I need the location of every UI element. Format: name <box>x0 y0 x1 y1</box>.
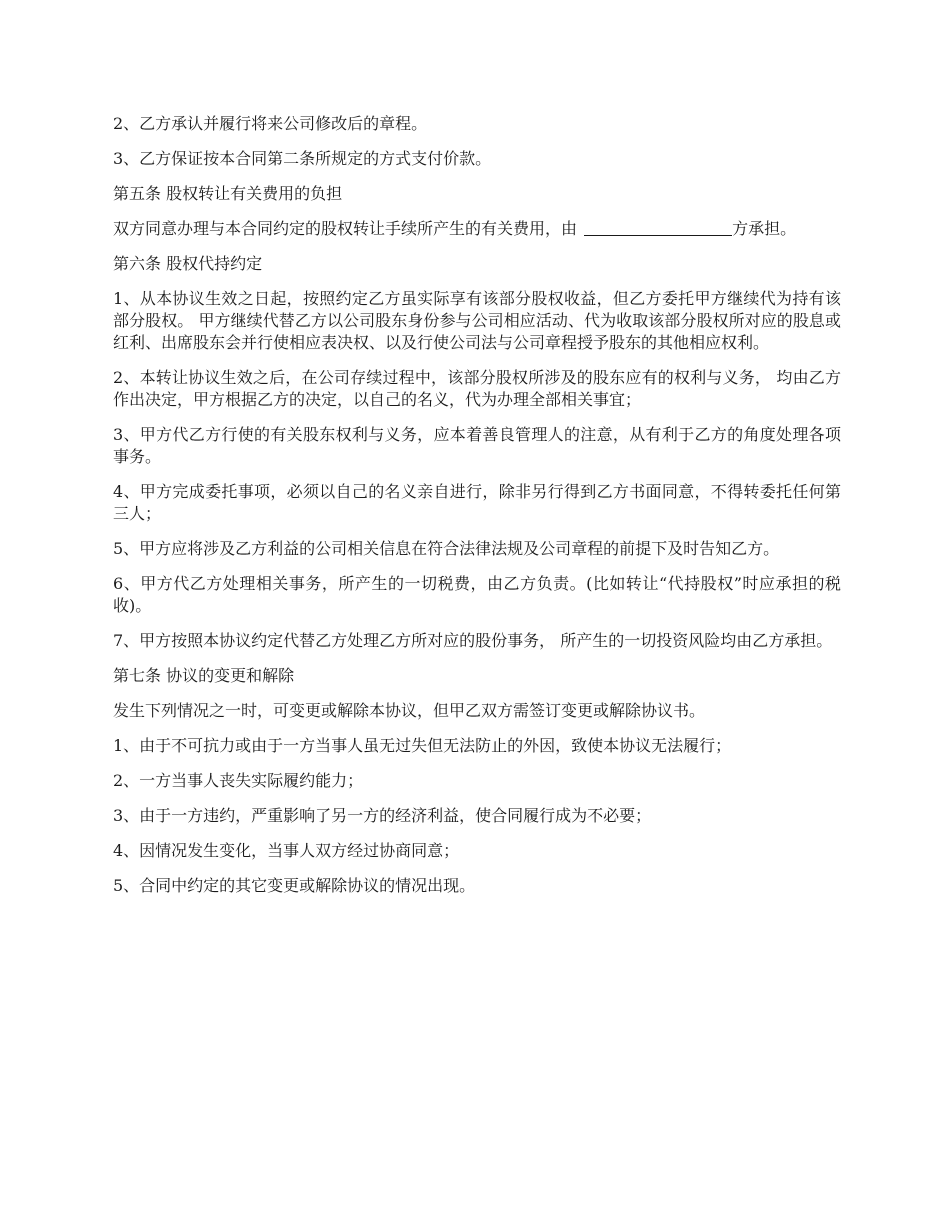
clause-7-item-1: 1、由于不可抗力或由于一方当事人虽无过失但无法防止的外因，致使本协议无法履行； <box>113 736 732 755</box>
party-blank-line <box>584 219 732 236</box>
fee-text-before: 双方同意办理与本合同约定的股权转让手续所产生的有关费用，由 <box>113 219 578 238</box>
clause-7-item-3: 3、由于一方违约，严重影响了另一方的经济利益，使合同履行成为不必要； <box>113 806 652 825</box>
clause-6-item-2: 2、本转让协议生效之后，在公司存续过程中，该部分股权所涉及的股东应有的权利与义务， 均由乙方作出决定，甲方根据乙方的决定，以自己的名义，代为办理全部相关事宜； <box>113 368 841 409</box>
clause-4-item-3: 3、乙方保证按本合同第二条所规定的方式支付价款。 <box>113 149 492 168</box>
clause-4-item-2: 2、乙方承认并履行将来公司修改后的章程。 <box>113 114 428 133</box>
clause-7-item-2: 2、一方当事人丧失实际履约能力； <box>113 771 364 790</box>
clause-6-heading: 第六条 股权代持约定 <box>113 254 263 273</box>
clause-5-fee-text <box>113 218 841 240</box>
clause-6-item-1: 1、从本协议生效之日起，按照约定乙方虽实际享有该部分股权收益，但乙方委托甲方继续代为持有该部分股权。 甲方继续代替乙方以公司股东身份参与公司相应活动、代为收取该部分股权所对应的股息或红利、出席股东会并行使相应表决权、以及行使公司法与公司章程授予股东的其他相应权利。 <box>113 289 841 352</box>
clause-7-item-5: 5、合同中约定的其它变更或解除协议的情况出现。 <box>113 876 476 895</box>
clause-7-heading: 第七条 协议的变更和解除 <box>113 666 295 685</box>
clause-7-intro: 发生下列情况之一时，可变更或解除本协议，但甲乙双方需签订变更或解除协议书。 <box>113 701 706 720</box>
clause-6-item-6: 6、甲方代乙方处理相关事务，所产生的一切税费，由乙方负责。(比如转让“代持股权”时应承担的税收)。 <box>113 574 841 615</box>
fee-text-after: 方承担。 <box>732 219 797 238</box>
clause-6-item-4: 4、甲方完成委托事项，必须以自己的名义亲自进行，除非另行得到乙方书面同意，不得转委托任何第三人； <box>113 482 841 523</box>
clause-6-item-7: 7、甲方按照本协议约定代替乙方处理乙方所对应的股份事务， 所产生的一切投资风险均由乙方承担。 <box>113 631 833 650</box>
clause-6-item-5: 5、甲方应将涉及乙方利益的公司相关信息在符合法律法规及公司章程的前提下及时告知乙方。 <box>113 539 780 558</box>
clause-7-item-4: 4、因情况发生变化，当事人双方经过协商同意； <box>113 841 460 860</box>
clause-6-item-3: 3、甲方代乙方行使的有关股东权利与义务，应本着善良管理人的注意，从有利于乙方的角度处理各项事务。 <box>113 425 841 466</box>
document-body <box>113 113 841 910</box>
clause-5-heading: 第五条 股权转让有关费用的负担 <box>113 184 343 203</box>
